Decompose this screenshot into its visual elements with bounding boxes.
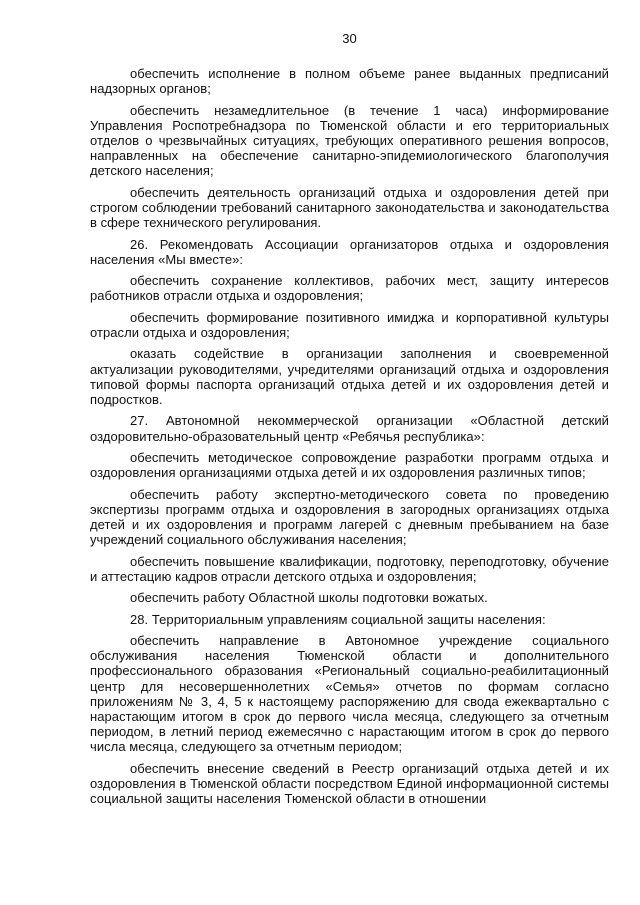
paragraph: обеспечить деятельность организаций отдыха и оздоровления детей при строгом соблюдении требований санитарного законодательства и законодательства в сфере технического регулирования.	[90, 184, 609, 231]
paragraph: обеспечить работу Областной школы подготовки вожатых.	[130, 590, 488, 606]
paragraph: обеспечить направление в Автономное учреждение социального обслуживания населения Тюменской области и дополнительного профессионального образования «Региональный социально-реабилитационный центр для несовершеннолетних «Семья» отчетов по формам согласно приложениям № 3, 4, 5 к настоящему распоряжению для свода ежеквартально с нарастающим итогом в срок до первого числа месяца, следующего за отчетным периодом, в летний период ежемесячно с нарастающим итогом в срок до первого числа месяца, следующего за отчетным периодом;	[90, 632, 609, 755]
paragraph: 27. Автономной некоммерческой организации «Областной детский оздоровительно-образовательный центр «Ребячья республика»:	[90, 413, 609, 444]
paragraph: обеспечить сохранение коллективов, рабочих мест, защиту интересов работников отрасли отдыха и оздоровления;	[90, 273, 609, 304]
paragraph: обеспечить незамедлительное (в течение 1 часа) информирование Управления Роспотребнадзора по Тюменской области и его территориальных отделов о чрезвычайных ситуациях, требующих оперативного решения вопросов, направленных на обеспечение санитарно-эпидемиологического благополучия детского населения;	[90, 102, 609, 179]
paragraph: обеспечить повышение квалификации, подготовку, переподготовку, обучение и аттестацию кадров отрасли детского отдыха и оздоровления;	[90, 553, 609, 584]
document-body	[90, 66, 609, 806]
paragraph: 28. Территориальным управлениям социальной защиты населения:	[130, 611, 546, 627]
paragraph: обеспечить исполнение в полном объеме ранее выданных предписаний надзорных органов;	[90, 66, 609, 97]
page-number: 30	[342, 31, 357, 46]
paragraph: 26. Рекомендовать Ассоциации организаторов отдыха и оздоровления населения «Мы вместе»:	[90, 236, 609, 267]
paragraph: обеспечить формирование позитивного имиджа и корпоративной культуры отрасли отдыха и оздоровления;	[90, 309, 609, 340]
paragraph: обеспечить внесение сведений в Реестр организаций отдыха детей и их оздоровления в Тюменской области посредством Единой информационной системы социальной защиты населения Тюменской области в отношении	[90, 760, 609, 807]
paragraph: обеспечить работу экспертно-методического совета по проведению экспертизы программ отдыха и оздоровления в загородных организациях отдыха детей и их оздоровления и программ лагерей с дневным пребыванием на базе учреждений социального обслуживания населения;	[90, 486, 609, 548]
paragraph: обеспечить методическое сопровождение разработки программ отдыха и оздоровления организациями отдыха детей и их оздоровления различных типов;	[90, 449, 609, 481]
paragraph: оказать содействие в организации заполнения и своевременной актуализации руководителями, учредителями организаций отдыха и оздоровления типовой формы паспорта организаций отдыха детей и их оздоровления детей и подростков.	[90, 346, 609, 407]
